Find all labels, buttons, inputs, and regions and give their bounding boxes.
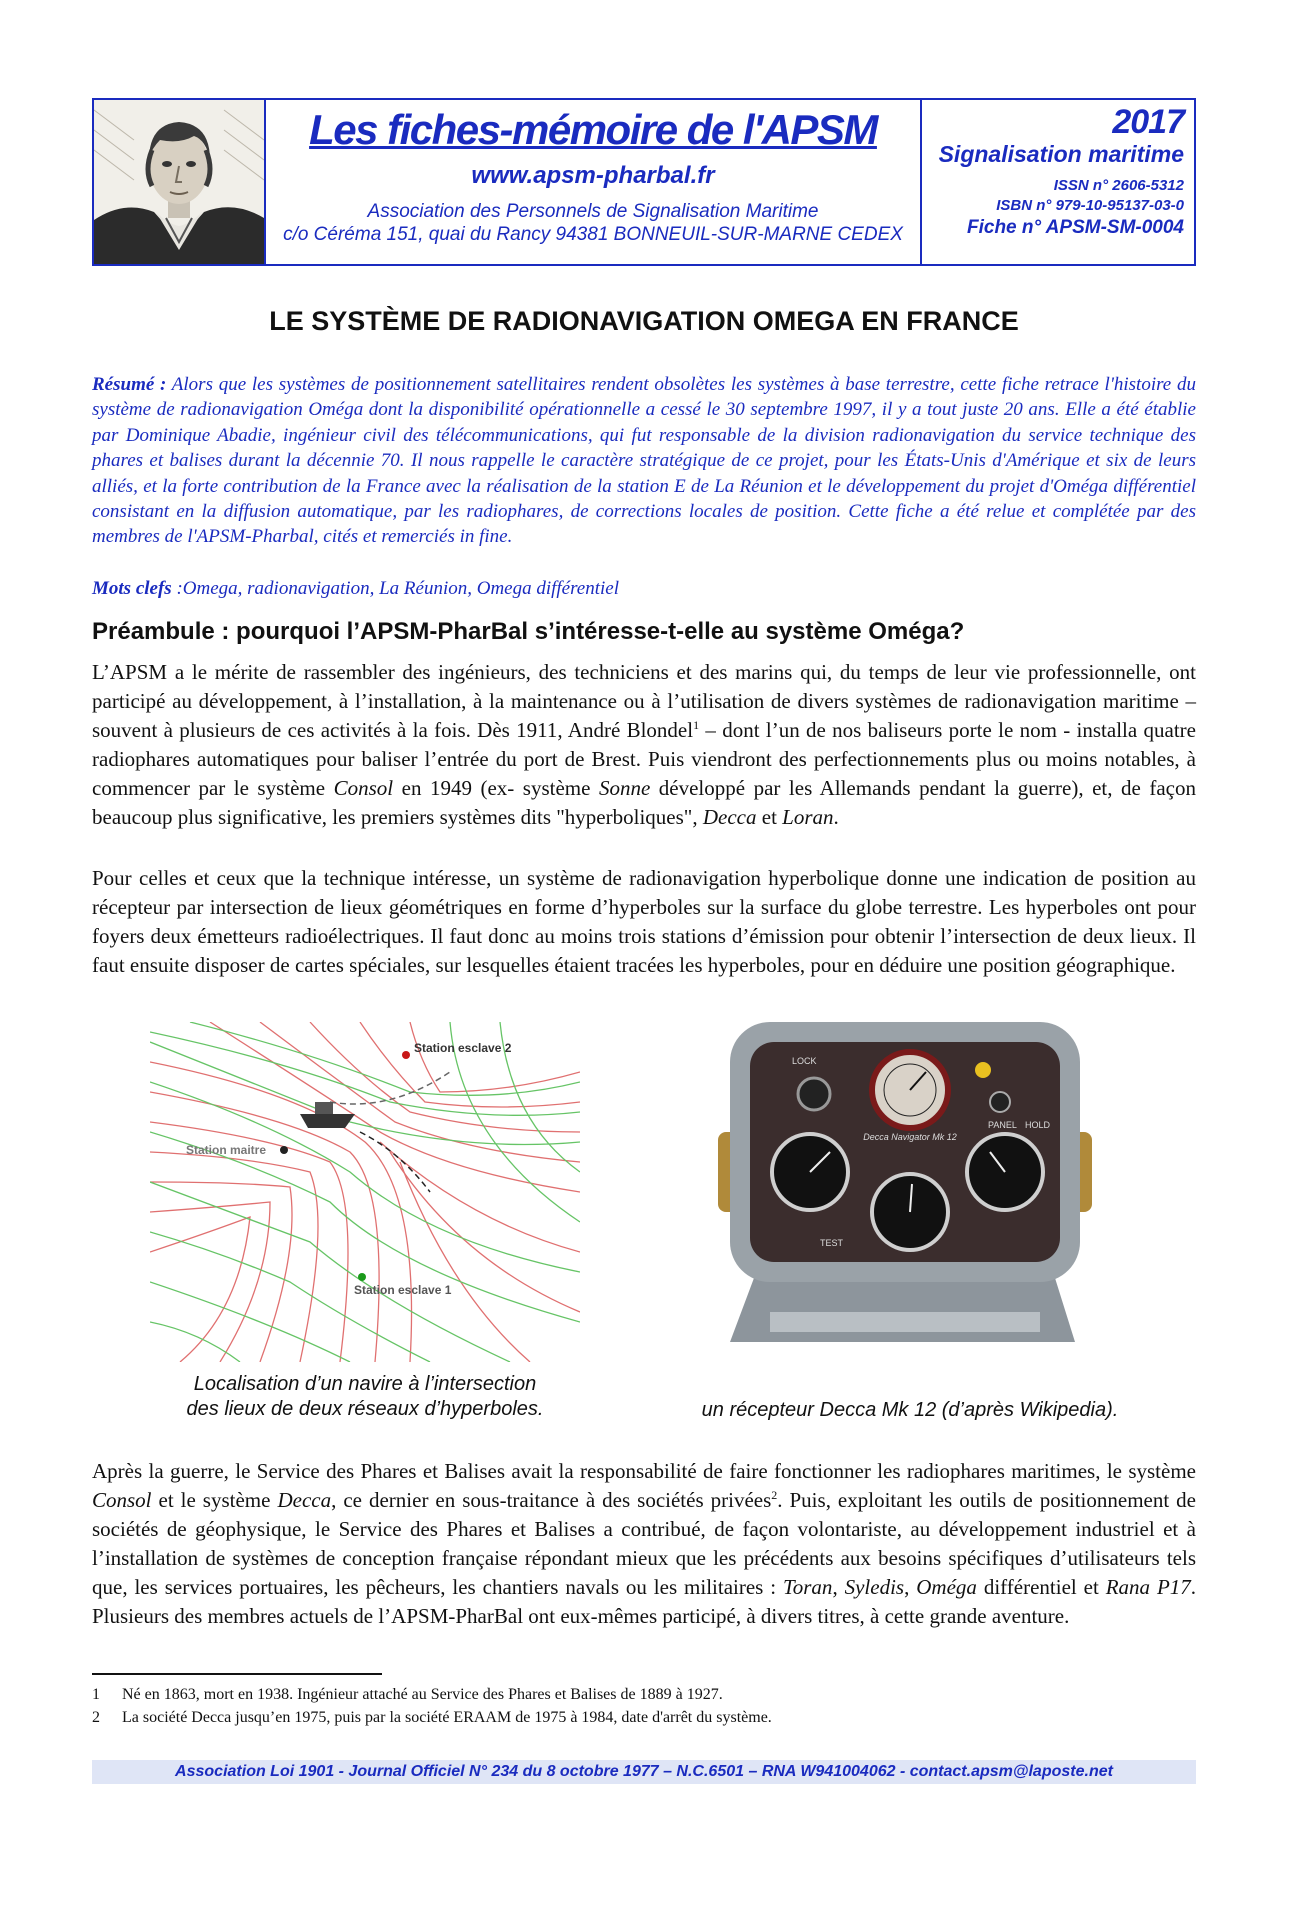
para1-text-a: L’APSM a le mérite de rassembler des ingénieurs, des techniciens et des marins qui, du temps de leur vie professionnelle, ont participé au développement, à l’installation, à la maintenance ou à l’utilisation de divers systèmes de radionavigation maritime – souvent à plusieurs de ces activités à la fois. Dès 1911, André Blondel <box>92 660 1196 742</box>
label-master: Station maitre <box>186 1143 267 1157</box>
footnote-2 <box>92 1707 1196 1729</box>
para3-text-h: . Plusieurs des membres actuels de l’APSM-PharBal ont eux-mêmes participé, à divers titres, à cette grande aventure. <box>92 1575 1197 1628</box>
footnote-separator <box>92 1673 382 1675</box>
para3-text-b: et le système <box>151 1488 278 1512</box>
para3-text-g: différentiel et <box>976 1575 1106 1599</box>
footnote-2-number: 2 <box>92 1709 100 1726</box>
lock-knob-icon <box>798 1078 830 1110</box>
keywords-text: :Omega, radionavigation, La Réunion, Omega différentiel <box>171 578 620 599</box>
term-loran: Loran <box>782 805 834 829</box>
paragraph-1 <box>92 658 1196 832</box>
footnote-1-number: 1 <box>92 1686 100 1703</box>
term-decca: Decca <box>702 805 757 829</box>
lock-label: LOCK <box>792 1056 817 1066</box>
term-sonne: Sonne <box>598 776 651 800</box>
category: Signalisation maritime <box>938 141 1184 167</box>
footnote-1 <box>92 1684 1196 1706</box>
caption-line-2: des lieux de deux réseaux d’hyperboles. <box>186 1398 544 1420</box>
para3-text-f: , <box>904 1575 917 1599</box>
right-dial-icon <box>967 1134 1043 1210</box>
footnote-2-text: La société Decca jusqu’en 1975, puis par la société ERAAM de 1975 à 1984, date d'arrêt du système. <box>122 1709 772 1726</box>
footnote-ref-2[interactable]: 2 <box>771 1488 778 1502</box>
para1-text-e: et <box>756 805 783 829</box>
para3-text-c: , ce dernier en sous-traitance à des sociétés privées <box>331 1488 772 1512</box>
hyperbola-diagram <box>150 1022 580 1362</box>
term-syledis: Syledis <box>844 1575 905 1599</box>
term-omega: Oméga <box>916 1575 977 1599</box>
left-dial-icon <box>772 1134 848 1210</box>
para3-text-d: . Puis, exploitant les outils de positionnement de sociétés de géophysique, le Service des Phares et Balises a contribué, de façon volontariste, au développement industriel et à l’installation de systèmes de conception française répondant mieux que les précédents aux besoins spécifiques d’utilisateurs tels que, les services portuaires, les pêcheurs, les chantiers navals ou les militaires : <box>92 1488 1197 1599</box>
center-dial-icon <box>872 1174 948 1250</box>
header-box <box>92 98 1196 266</box>
footnote-ref-1[interactable]: 1 <box>693 718 700 732</box>
document-title: LE SYSTÈME DE RADIONAVIGATION OMEGA EN FRANCE <box>269 306 1019 336</box>
caption-line-1: Localisation d’un navire à l’intersection <box>193 1373 537 1395</box>
para1-text-c: en 1949 (ex- système <box>393 776 599 800</box>
term-rana: Rana P17 <box>1105 1575 1191 1599</box>
header-middle <box>266 100 922 264</box>
para3-text-a: Après la guerre, le Service des Phares et Balises avait la responsabilité de faire fonctionner les radiophares maritimes, le système <box>92 1459 1196 1483</box>
panel-knob-icon <box>990 1092 1010 1112</box>
indicator-lamp-icon <box>975 1062 991 1078</box>
series-title: Les fiches-mémoire de l'APSM <box>309 106 877 153</box>
hold-label: HOLD <box>1025 1120 1051 1130</box>
label-slave-1: Station esclave 1 <box>354 1283 452 1297</box>
panel-label: PANEL <box>988 1120 1017 1130</box>
association-address: c/o Céréma 151, quai du Rancy 94381 BONNEUIL-SUR-MARNE CEDEX <box>283 224 903 245</box>
device-model-label: Decca Navigator Mk 12 <box>863 1132 957 1142</box>
page-footer: Association Loi 1901 - Journal Officiel N° 234 du 8 octobre 1977 – N.C.6501 – RNA W941004062 - contact.apsm@laposte.net <box>92 1760 1196 1784</box>
term-consol-2: Consol <box>92 1488 152 1512</box>
abstract <box>92 372 1196 550</box>
abstract-label: Résumé : <box>92 374 167 395</box>
term-decca-2: Decca <box>277 1488 332 1512</box>
figure-left-caption <box>150 1372 580 1422</box>
fiche-number: Fiche n° APSM-SM-0004 <box>967 217 1184 238</box>
section-title: Préambule : pourquoi l’APSM-PharBal s’intéresse-t-elle au système Oméga? <box>92 618 965 645</box>
association-name: Association des Personnels de Signalisation Maritime <box>367 201 819 222</box>
keywords-label: Mots clefs <box>92 578 172 599</box>
term-consol: Consol <box>333 776 394 800</box>
keywords <box>92 576 1196 601</box>
paragraph-2: Pour celles et ceux que la technique intéresse, un système de radionavigation hyperbolique donne une indication de position au récepteur par intersection de lieux géométriques en forme d’hyperboles sur la surface du globe terrestre. Les hyperboles ont pour foyers deux émetteurs radioélectriques. Il faut donc au moins trois stations d’émission pour obtenir l’intersection de deux lieux. Il faut ensuite disposer de cartes spéciales, sur lesquelles étaient tracées les hyperboles, pour en déduire une position géographique. <box>92 866 1196 977</box>
website-url[interactable]: www.apsm-pharbal.fr <box>471 162 715 189</box>
abstract-text: Alors que les systèmes de positionnement satellitaires rendent obsolètes les systèmes à base terrestre, cette fiche retrace l'histoire du système de radionavigation Oméga dont la disponibilité opérationnelle a cessé le 30 septembre 1997, il y a tout juste 20 ans. Elle a été établie par Dominique Abadie, ingénieur civil des télécommunications, qui fut responsable de la division radionavigation du service technique des phares et balises durant la décennie 70. Il nous rappelle le caractère stratégique de ce projet, pour les États-Unis d'Amérique et six de leurs alliés, et la forte contribution de la France avec la réalisation de la station E de La Réunion et le développement du projet d'Oméga différentiel consistant en la diffusion automatique, par les radiophares, de corrections locales de position. Cette fiche a été relue et complétée par des membres de l'APSM-Pharbal, cités et remerciés in fine. <box>92 374 1196 548</box>
issn: ISSN n° 2606-5312 <box>1053 177 1184 194</box>
footnote-1-text: Né en 1863, mort en 1938. Ingénieur attaché au Service des Phares et Balises de 1889 à 1927. <box>122 1686 723 1703</box>
para3-text-e: , <box>832 1575 845 1599</box>
header-right <box>922 100 1194 264</box>
isbn: ISBN n° 979-10-95137-03-0 <box>996 197 1184 214</box>
test-label: TEST <box>820 1238 844 1248</box>
figure-right-caption: un récepteur Decca Mk 12 (d’après Wikipedia). <box>701 1399 1119 1421</box>
paragraph-3 <box>92 1457 1196 1631</box>
decca-receiver-photo <box>700 1012 1110 1372</box>
label-slave-2: Station esclave 2 <box>414 1041 512 1055</box>
term-toran: Toran <box>783 1575 833 1599</box>
para1-text-d: développé par les Allemands pendant la guerre), et, de façon beaucoup plus significative, les premiers systèmes dits "hyperboliques", <box>92 776 1196 829</box>
portrait-engraving <box>94 100 266 264</box>
year: 2017 <box>1112 103 1184 141</box>
top-dial-icon <box>872 1052 948 1128</box>
para1-text-f: . <box>833 805 839 829</box>
para1-text-b: – dont l’un de nos baliseurs porte le nom - installa quatre radiophares automatiques pour baliser l’entrée du port de Brest. Puis viendront des perfectionnements plus ou moins notables, à commencer par le système <box>92 718 1196 800</box>
